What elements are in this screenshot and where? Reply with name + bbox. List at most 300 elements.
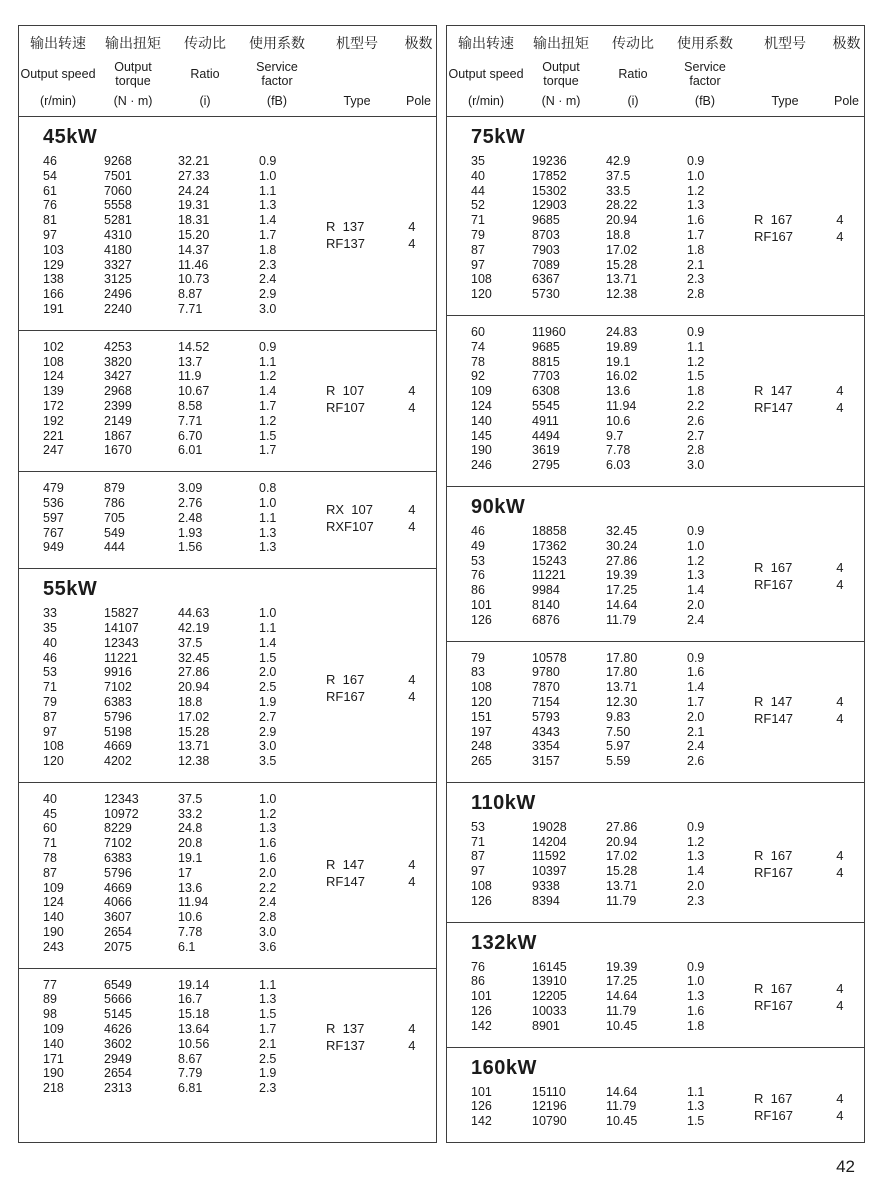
cell-ratio: 10.6 — [606, 413, 631, 428]
table-row — [19, 243, 313, 258]
cell-output-speed: 218 — [43, 1081, 64, 1096]
cell-output-speed: 46 — [43, 154, 57, 168]
pole-column — [828, 960, 864, 1034]
cell-output-speed: 120 — [471, 694, 492, 709]
pole-value: 4 — [408, 519, 416, 535]
cell-service-factor: 1.6 — [259, 851, 277, 866]
cell-output-speed: 71 — [43, 836, 57, 851]
type-label: RXF107 — [326, 519, 374, 535]
cell-output-torque: 4626 — [104, 1022, 132, 1037]
cell-service-factor: 1.3 — [259, 198, 277, 213]
cell-service-factor: 1.3 — [687, 1099, 705, 1114]
cell-output-torque: 7154 — [532, 694, 560, 709]
cell-service-factor: 2.1 — [259, 1036, 277, 1051]
cell-output-speed: 767 — [43, 525, 64, 540]
cell-output-speed: 243 — [43, 939, 64, 954]
table-row — [19, 739, 313, 754]
block-body — [19, 154, 436, 317]
cell-ratio: 17.02 — [178, 709, 210, 724]
table-row — [19, 1007, 313, 1022]
rows-group — [19, 978, 313, 1096]
cell-ratio: 18.31 — [178, 213, 210, 228]
pole-value: 4 — [836, 1090, 844, 1106]
cell-service-factor: 2.1 — [687, 724, 705, 739]
spec-table-left — [18, 25, 437, 1143]
cell-output-torque: 14204 — [532, 834, 567, 849]
table-row — [19, 725, 313, 740]
cell-ratio: 8.67 — [178, 1051, 203, 1066]
cell-service-factor: 1.3 — [687, 989, 705, 1004]
cell-service-factor: 2.8 — [687, 287, 705, 302]
table-row — [447, 710, 741, 725]
table-row — [19, 228, 313, 243]
cell-ratio: 7.78 — [178, 925, 203, 940]
cell-output-torque: 7102 — [104, 836, 132, 851]
pole-value: 4 — [408, 1020, 416, 1036]
cell-output-torque: 8703 — [532, 227, 560, 242]
cell-output-torque: 9268 — [104, 154, 132, 168]
column-header-zh: 机型号 — [764, 35, 806, 51]
cell-output-speed: 87 — [43, 865, 57, 880]
table-row — [19, 695, 313, 710]
cell-ratio: 15.18 — [178, 1007, 210, 1022]
cell-ratio: 19.31 — [178, 198, 210, 213]
cell-service-factor: 3.5 — [259, 754, 277, 769]
table-row — [19, 414, 313, 429]
cell-ratio: 14.64 — [606, 989, 638, 1004]
type-label: RX 107 — [326, 502, 373, 518]
rows-group — [447, 960, 741, 1034]
pole-value: 4 — [408, 219, 416, 235]
cell-service-factor: 3.6 — [259, 939, 277, 954]
table-row — [447, 960, 741, 975]
table-row — [447, 739, 741, 754]
power-rating: 45kW — [43, 126, 98, 148]
cell-service-factor: 1.2 — [259, 413, 277, 428]
cell-ratio: 19.89 — [606, 339, 638, 354]
cell-ratio: 17.80 — [606, 665, 638, 680]
cell-output-torque: 9685 — [532, 339, 560, 354]
table-row — [19, 925, 313, 940]
cell-output-speed: 124 — [43, 369, 64, 384]
cell-service-factor: 2.0 — [687, 709, 705, 724]
pole-value: 4 — [836, 865, 844, 881]
cell-ratio: 19.1 — [178, 851, 203, 866]
cell-output-torque: 14107 — [104, 620, 139, 635]
column-header-en: Output torque — [542, 59, 580, 88]
cell-output-torque: 2399 — [104, 398, 132, 413]
type-label: R 147 — [754, 382, 793, 398]
cell-output-speed: 46 — [471, 523, 485, 538]
cell-output-speed: 81 — [43, 213, 57, 228]
column-header-en: Output speed — [448, 66, 524, 81]
table-row — [19, 665, 313, 680]
cell-output-speed: 597 — [43, 510, 64, 525]
cell-service-factor: 2.0 — [259, 665, 277, 680]
cell-ratio: 7.50 — [606, 724, 631, 739]
cell-output-speed: 97 — [43, 724, 57, 739]
type-label: R 147 — [326, 857, 365, 873]
cell-service-factor: 1.8 — [687, 384, 705, 399]
table-row — [447, 399, 741, 414]
cell-service-factor: 2.3 — [687, 893, 705, 908]
pole-value: 4 — [836, 211, 844, 227]
rows-group — [19, 792, 313, 955]
cell-output-torque: 8901 — [532, 1018, 560, 1033]
block-body — [19, 606, 436, 769]
cell-ratio: 13.6 — [178, 880, 203, 895]
pole-value: 4 — [408, 671, 416, 687]
cell-output-speed: 101 — [471, 1084, 492, 1099]
pole-value: 4 — [836, 576, 844, 592]
table-row — [447, 974, 741, 989]
cell-output-torque: 1670 — [104, 443, 132, 458]
power-rating: 55kW — [43, 578, 98, 601]
cell-service-factor: 2.3 — [687, 272, 705, 287]
table-row — [19, 1066, 313, 1081]
type-column — [741, 651, 828, 769]
table-row — [19, 287, 313, 302]
cell-ratio: 24.24 — [178, 183, 210, 198]
cell-output-speed: 109 — [43, 1022, 64, 1037]
table-row — [447, 184, 741, 199]
cell-service-factor: 1.1 — [687, 1084, 705, 1099]
table-row — [19, 836, 313, 851]
cell-output-speed: 191 — [43, 301, 64, 316]
cell-output-torque: 2496 — [104, 287, 132, 302]
column-header-type — [741, 33, 829, 108]
cell-output-torque: 10972 — [104, 806, 139, 821]
cell-ratio: 13.71 — [606, 680, 638, 695]
table-row — [19, 710, 313, 725]
table-row — [19, 1052, 313, 1067]
cell-ratio: 28.22 — [606, 198, 638, 213]
power-block-132kW — [447, 922, 864, 1047]
cell-ratio: 37.5 — [178, 791, 203, 806]
type-column — [741, 154, 828, 302]
cell-ratio: 12.38 — [606, 287, 638, 302]
table-row — [447, 568, 741, 583]
pole-value: 4 — [408, 874, 416, 890]
cell-output-torque: 11221 — [532, 568, 566, 583]
cell-output-torque: 17852 — [532, 168, 567, 183]
table-row — [19, 992, 313, 1007]
table-row — [447, 754, 741, 769]
cell-output-torque: 4310 — [104, 227, 132, 242]
block-body — [19, 481, 436, 555]
cell-output-torque: 13910 — [532, 974, 567, 989]
cell-service-factor: 0.9 — [259, 339, 277, 354]
cell-output-torque: 4911 — [532, 413, 559, 428]
cell-service-factor: 2.0 — [687, 597, 705, 612]
cell-service-factor: 1.3 — [259, 540, 277, 555]
cell-ratio: 20.94 — [606, 213, 638, 228]
cell-service-factor: 1.1 — [259, 354, 277, 369]
cell-ratio: 14.37 — [178, 242, 210, 257]
cell-output-speed: 74 — [471, 339, 485, 354]
table-row — [19, 821, 313, 836]
pole-value: 4 — [408, 502, 416, 518]
cell-service-factor: 1.9 — [259, 1066, 277, 1081]
column-header-en: Type — [343, 94, 371, 108]
cell-service-factor: 1.3 — [259, 821, 277, 836]
cell-output-speed: 98 — [43, 1007, 57, 1022]
block-body — [447, 325, 864, 473]
table-row — [19, 940, 313, 955]
table-row — [447, 1085, 741, 1100]
cell-ratio: 11.79 — [606, 1099, 637, 1114]
cell-ratio: 17.25 — [606, 583, 638, 598]
cell-output-torque: 5796 — [104, 709, 132, 724]
cell-output-torque: 15110 — [532, 1084, 566, 1099]
cell-ratio: 27.86 — [606, 819, 638, 834]
cell-ratio: 11.94 — [606, 398, 637, 413]
cell-ratio: 15.28 — [606, 864, 638, 879]
type-column — [741, 325, 828, 473]
type-label: R 147 — [754, 693, 793, 709]
column-header-zh: 输出扭矩 — [105, 35, 161, 51]
cell-output-speed: 108 — [471, 879, 492, 894]
cell-output-torque: 4669 — [104, 739, 132, 754]
column-header-unit: (i) — [199, 94, 211, 108]
cell-output-torque: 6549 — [104, 977, 132, 992]
cell-output-speed: 172 — [43, 398, 64, 413]
column-header-pole — [401, 33, 436, 108]
cell-ratio: 15.28 — [606, 257, 638, 272]
cell-output-speed: 139 — [43, 384, 64, 399]
cell-ratio: 18.8 — [606, 227, 631, 242]
pole-value: 4 — [836, 228, 844, 244]
cell-output-torque: 7089 — [532, 257, 560, 272]
table-row — [19, 621, 313, 636]
column-header-zh: 传动比 — [612, 35, 654, 51]
cell-output-speed: 60 — [471, 324, 485, 339]
pole-column — [400, 481, 436, 555]
cell-service-factor: 1.3 — [259, 525, 277, 540]
cell-ratio: 14.64 — [606, 1084, 638, 1099]
table-row — [447, 1019, 741, 1034]
table-row — [19, 866, 313, 881]
cell-service-factor: 1.8 — [259, 242, 277, 257]
cell-output-speed: 87 — [43, 709, 57, 724]
cell-service-factor: 1.6 — [259, 836, 277, 851]
cell-ratio: 13.64 — [178, 1022, 210, 1037]
cell-output-torque: 444 — [104, 540, 125, 555]
cell-ratio: 14.52 — [178, 339, 210, 354]
pole-value: 4 — [836, 382, 844, 398]
cell-output-torque: 5666 — [104, 992, 132, 1007]
cell-output-speed: 151 — [471, 709, 492, 724]
block-body — [447, 154, 864, 302]
column-header-zh: 极数 — [832, 35, 861, 51]
cell-output-torque: 16145 — [532, 959, 567, 974]
cell-output-torque: 15302 — [532, 183, 567, 198]
cell-output-speed: 53 — [43, 665, 57, 680]
cell-output-torque: 8394 — [532, 893, 560, 908]
cell-output-torque: 2654 — [104, 925, 132, 940]
cell-output-torque: 786 — [104, 495, 125, 510]
rows-group — [447, 154, 741, 302]
cell-service-factor: 1.0 — [259, 168, 277, 183]
cell-output-speed: 97 — [471, 257, 485, 272]
cell-output-speed: 76 — [43, 198, 57, 213]
table-row — [447, 154, 741, 169]
cell-ratio: 20.94 — [606, 834, 638, 849]
cell-output-speed: 109 — [43, 880, 64, 895]
table-row — [19, 154, 313, 169]
cell-service-factor: 1.5 — [687, 1114, 705, 1129]
cell-output-torque: 2240 — [104, 301, 132, 316]
cell-output-speed: 87 — [471, 242, 485, 257]
cell-output-torque: 8140 — [532, 597, 560, 612]
power-rating: 110kW — [471, 791, 536, 814]
cell-output-torque: 17362 — [532, 538, 567, 553]
power-rating: 75kW — [471, 126, 526, 148]
cell-ratio: 13.71 — [178, 739, 210, 754]
column-header-zh: 机型号 — [336, 35, 378, 51]
table-row — [19, 399, 313, 414]
type-column — [741, 960, 828, 1034]
cell-ratio: 11.46 — [178, 257, 209, 272]
cell-output-torque: 11960 — [532, 324, 566, 339]
cell-output-speed: 45 — [43, 806, 57, 821]
column-header-en: Output speed — [20, 66, 96, 81]
cell-output-torque: 2795 — [532, 458, 560, 473]
type-column — [313, 792, 400, 955]
cell-service-factor: 1.0 — [259, 495, 277, 510]
cell-output-speed: 536 — [43, 495, 64, 510]
cell-output-torque: 2968 — [104, 384, 132, 399]
cell-output-speed: 126 — [471, 1004, 492, 1019]
cell-service-factor: 1.0 — [687, 974, 705, 989]
power-rating: 90kW — [471, 495, 526, 518]
cell-output-speed: 120 — [43, 754, 64, 769]
type-label: R 137 — [326, 1020, 365, 1036]
cell-ratio: 20.8 — [178, 836, 203, 851]
cell-output-speed: 71 — [471, 834, 485, 849]
cell-service-factor: 1.2 — [687, 354, 705, 369]
cell-output-torque: 5730 — [532, 287, 560, 302]
cell-output-speed: 35 — [471, 154, 485, 168]
table-row — [447, 989, 741, 1004]
cell-output-torque: 3619 — [532, 443, 560, 458]
cell-output-speed: 89 — [43, 992, 57, 1007]
type-label: RF137 — [326, 236, 366, 252]
cell-ratio: 37.5 — [178, 635, 203, 650]
rows-group — [447, 651, 741, 769]
cell-output-speed: 171 — [43, 1051, 64, 1066]
table-row — [447, 849, 741, 864]
pole-value: 4 — [836, 1107, 844, 1123]
table-body — [447, 117, 864, 1142]
cell-ratio: 18.8 — [178, 694, 203, 709]
cell-output-speed: 101 — [471, 989, 492, 1004]
cell-ratio: 10.45 — [606, 1018, 638, 1033]
table-row — [19, 258, 313, 273]
pole-column — [828, 820, 864, 909]
cell-service-factor: 1.1 — [259, 977, 277, 992]
pole-value: 4 — [408, 857, 416, 873]
cell-output-torque: 12343 — [104, 791, 139, 806]
table-row — [19, 754, 313, 769]
column-header-en: Ratio — [190, 66, 220, 81]
cell-service-factor: 1.5 — [259, 428, 277, 443]
cell-service-factor: 1.3 — [687, 849, 705, 864]
cell-ratio: 10.73 — [178, 272, 210, 287]
table-row — [19, 340, 313, 355]
cell-service-factor: 2.5 — [259, 1051, 277, 1066]
column-header-zh: 极数 — [404, 35, 433, 51]
cell-ratio: 10.6 — [178, 910, 203, 925]
cell-ratio: 11.9 — [178, 369, 202, 384]
cell-output-torque: 4669 — [104, 880, 132, 895]
pole-column — [400, 154, 436, 317]
pole-value: 4 — [836, 399, 844, 415]
cell-service-factor: 1.8 — [687, 1018, 705, 1033]
cell-output-torque: 4343 — [532, 724, 560, 739]
cell-output-torque: 3427 — [104, 369, 132, 384]
column-header-output-torque — [525, 33, 597, 108]
column-header-en: Pole — [405, 94, 432, 108]
cell-output-speed: 142 — [471, 1018, 492, 1033]
pole-value: 4 — [836, 997, 844, 1013]
table-row — [447, 243, 741, 258]
rows-block — [447, 315, 864, 486]
cell-ratio: 6.03 — [606, 458, 631, 473]
rows-group — [19, 606, 313, 769]
column-header-ratio — [597, 33, 669, 108]
cell-ratio: 15.28 — [178, 724, 210, 739]
cell-ratio: 10.67 — [178, 384, 210, 399]
type-label: RF107 — [326, 399, 366, 415]
cell-output-speed: 46 — [43, 650, 57, 665]
table-row — [447, 213, 741, 228]
cell-service-factor: 1.6 — [687, 665, 705, 680]
cell-output-torque: 3125 — [104, 272, 132, 287]
cell-ratio: 24.8 — [178, 821, 203, 836]
block-body — [19, 978, 436, 1096]
page-number: 42 — [836, 1157, 855, 1176]
cell-ratio: 33.5 — [606, 183, 631, 198]
cell-service-factor: 2.2 — [687, 398, 705, 413]
cell-output-torque: 12196 — [532, 1099, 567, 1114]
rows-block — [19, 968, 436, 1142]
cell-ratio: 19.39 — [606, 959, 638, 974]
table-row — [447, 325, 741, 340]
type-label: R 167 — [754, 559, 793, 575]
column-header-service-factor — [241, 33, 313, 108]
cell-service-factor: 2.4 — [259, 272, 277, 287]
table-row — [447, 340, 741, 355]
cell-ratio: 7.71 — [178, 301, 203, 316]
cell-output-torque: 15243 — [532, 553, 567, 568]
cell-service-factor: 1.5 — [259, 1007, 277, 1022]
cell-output-torque: 5198 — [104, 724, 132, 739]
cell-ratio: 5.59 — [606, 754, 631, 769]
cell-output-torque: 6383 — [104, 851, 132, 866]
cell-ratio: 9.7 — [606, 428, 624, 443]
cell-ratio: 11.79 — [606, 893, 637, 908]
column-header-zh: 传动比 — [184, 35, 226, 51]
table-row — [447, 725, 741, 740]
cell-service-factor: 2.4 — [687, 612, 705, 627]
cell-output-speed: 247 — [43, 443, 64, 458]
cell-service-factor: 1.2 — [259, 806, 277, 821]
power-block-75kW — [447, 117, 864, 315]
table-header — [447, 26, 864, 117]
cell-ratio: 10.56 — [178, 1036, 210, 1051]
table-row — [19, 355, 313, 370]
